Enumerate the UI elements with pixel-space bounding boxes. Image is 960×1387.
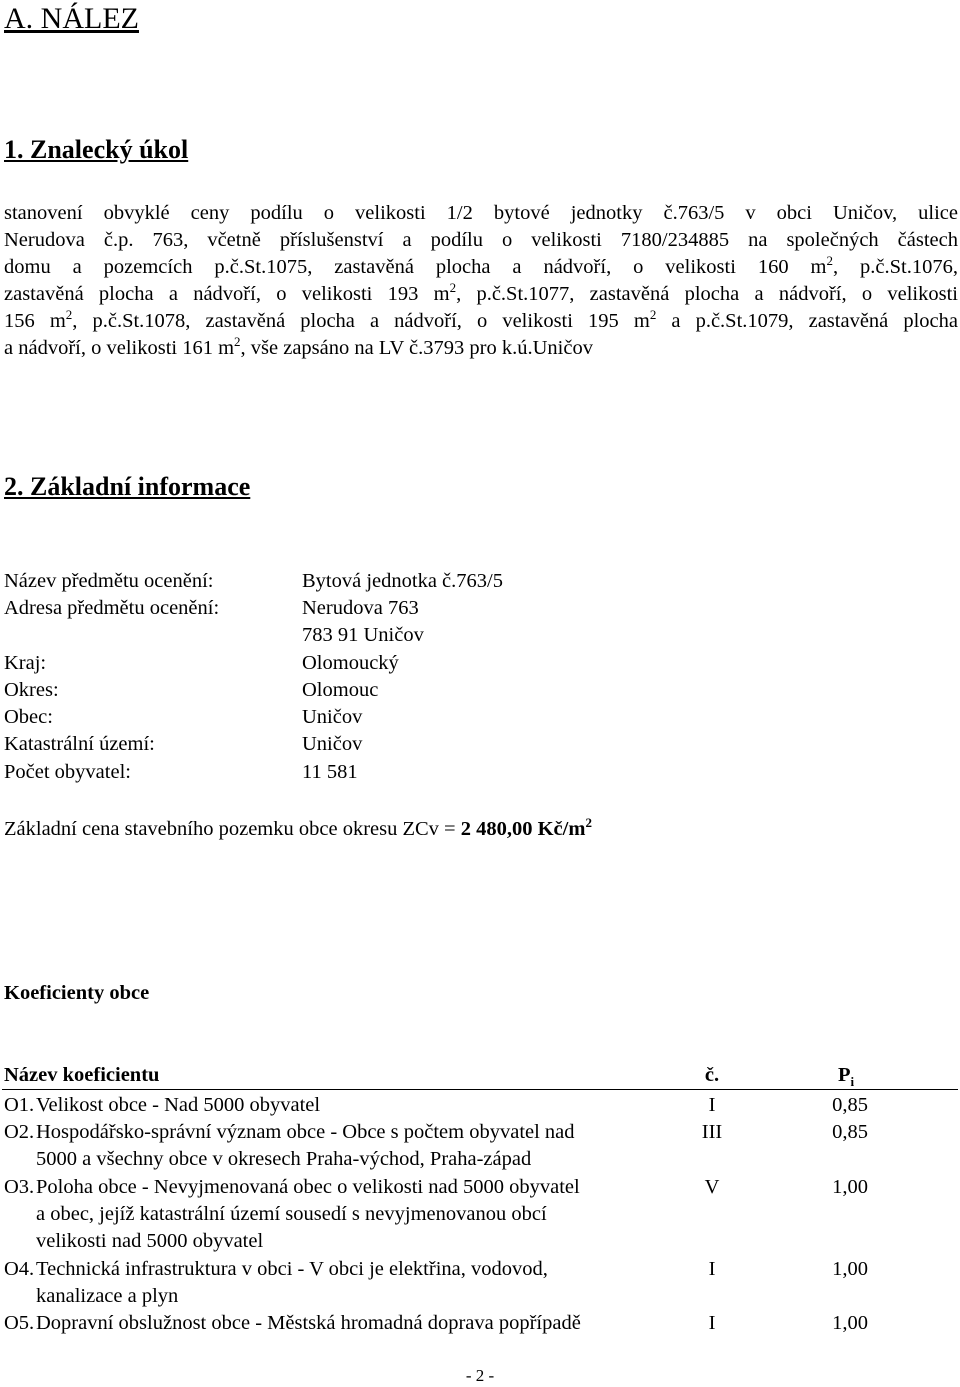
coef-row-o4-text-2: kanalizace a plyn	[36, 1285, 179, 1307]
task-paragraph	[4, 200, 958, 362]
info-value-population: 11 581	[302, 761, 358, 783]
coef-header-num: č.	[704, 1064, 720, 1086]
section-2-title: 2. Základní informace	[4, 472, 251, 501]
coef-row-o3-num: V	[704, 1176, 720, 1198]
info-label-region: Kraj:	[4, 652, 47, 674]
info-value-city: 783 91 Uničov	[302, 624, 424, 646]
coef-row-o1-value: 0,85	[832, 1094, 868, 1116]
info-label-population: Počet obyvatel:	[4, 761, 131, 783]
info-value-cadastre: Uničov	[302, 733, 363, 755]
header-rule	[2, 1089, 958, 1090]
coef-row-o2-value: 0,85	[832, 1121, 868, 1143]
task-line-1: stanovení obvyklé ceny podílu o velikosti 1/2 bytové jednotky č.763/5 v obci Uničov, ulice	[4, 202, 958, 224]
coef-row-o2-code: O2.	[4, 1121, 35, 1143]
coef-row-o3-text-2: a obec, jejíž katastrální území sousedí s nevyjmenovanou obcí	[36, 1203, 547, 1225]
coef-row-o4-value: 1,00	[832, 1258, 868, 1280]
coef-row-o4-text-1: Technická infrastruktura v obci - V obci je elektřina, vodovod,	[36, 1258, 548, 1280]
coef-row-o3-code: O3.	[4, 1176, 35, 1198]
coef-row-o5-text-1: Dopravní obslužnost obce - Městská hromadná doprava popřípadě	[36, 1312, 581, 1334]
coef-row-o1-text-1: Velikost obce - Nad 5000 obyvatel	[36, 1094, 321, 1116]
coef-row-o2-text-1: Hospodářsko-správní význam obce - Obce s počtem obyvatel nad	[36, 1121, 575, 1143]
coef-row-o2-num: III	[701, 1121, 723, 1143]
info-value-district: Olomouc	[302, 679, 379, 701]
section-1-title: 1. Znalecký úkol	[4, 135, 189, 164]
task-line-5: 156 $m^2$, p.č.St.1078, zastavěná plocha a nádvoří, o velikosti 195 $m^2$ a p.č.St.1079, zastavěná plocha	[4, 307, 958, 332]
coef-row-o2-text-2: 5000 a všechny obce v okresech Praha-východ, Praha-západ	[36, 1148, 532, 1170]
info-value-municipality: Uničov	[302, 706, 363, 728]
coef-row-o4-code: O4.	[4, 1258, 35, 1280]
task-line-2: Nerudova č.p. 763, včetně příslušenství a podílu o velikosti 7180/234885 na společných částech	[4, 229, 958, 251]
info-value-address: Nerudova 763	[302, 597, 419, 619]
base-price-prefix: Základní cena stavebního pozemku obce okresu ZCv =	[4, 818, 461, 840]
coef-row-o5-code: O5.	[4, 1312, 35, 1334]
task-line-6: a nádvoří, o velikosti 161 $m^2$, vše zapsáno na LV č.3793 pro k.ú.Uničov	[4, 334, 593, 359]
base-price-line	[4, 815, 592, 841]
info-label-address: Adresa předmětu ocenění:	[4, 597, 220, 619]
section-a-title: A. NÁLEZ	[4, 2, 139, 35]
page-number: - 2 -	[465, 1366, 495, 1385]
info-label-municipality: Obec:	[4, 706, 53, 728]
coef-row-o5-value: 1,00	[832, 1312, 868, 1334]
coef-row-o3-value: 1,00	[832, 1176, 868, 1198]
coef-header-p: $P_i$	[838, 1064, 855, 1089]
info-value-name: Bytová jednotka č.763/5	[302, 570, 503, 592]
coef-row-o1-code: O1.	[4, 1094, 35, 1116]
task-line-3: domu a pozemcích p.č.St.1075, zastavěná plocha a nádvoří, o velikosti 160 $m^2$, p.č.St.1076,	[4, 253, 958, 278]
coef-row-o4-num: I	[708, 1258, 716, 1280]
info-label-cadastre: Katastrální území:	[4, 733, 155, 755]
info-label-district: Okres:	[4, 679, 59, 701]
coef-row-o3-text-1: Poloha obce - Nevyjmenovaná obec o velikosti nad 5000 obyvatel	[36, 1176, 580, 1198]
coefficients-title: Koeficienty obce	[4, 982, 150, 1004]
coef-row-o3-text-3: velikosti nad 5000 obyvatel	[36, 1230, 264, 1252]
coef-header-name: Název koeficientu	[4, 1064, 160, 1086]
coef-row-o5-num: I	[708, 1312, 716, 1334]
task-line-4: zastavěná plocha a nádvoří, o velikosti 193 $m^2$, p.č.St.1077, zastavěná plocha a nádvoří, o velikosti	[4, 280, 958, 305]
coef-row-o1-num: I	[708, 1094, 716, 1116]
info-label-name: Název předmětu ocenění:	[4, 570, 214, 592]
base-price-value: 2 480,00 $Kč/m^2$	[460, 815, 592, 840]
info-value-region: Olomoucký	[302, 652, 399, 674]
